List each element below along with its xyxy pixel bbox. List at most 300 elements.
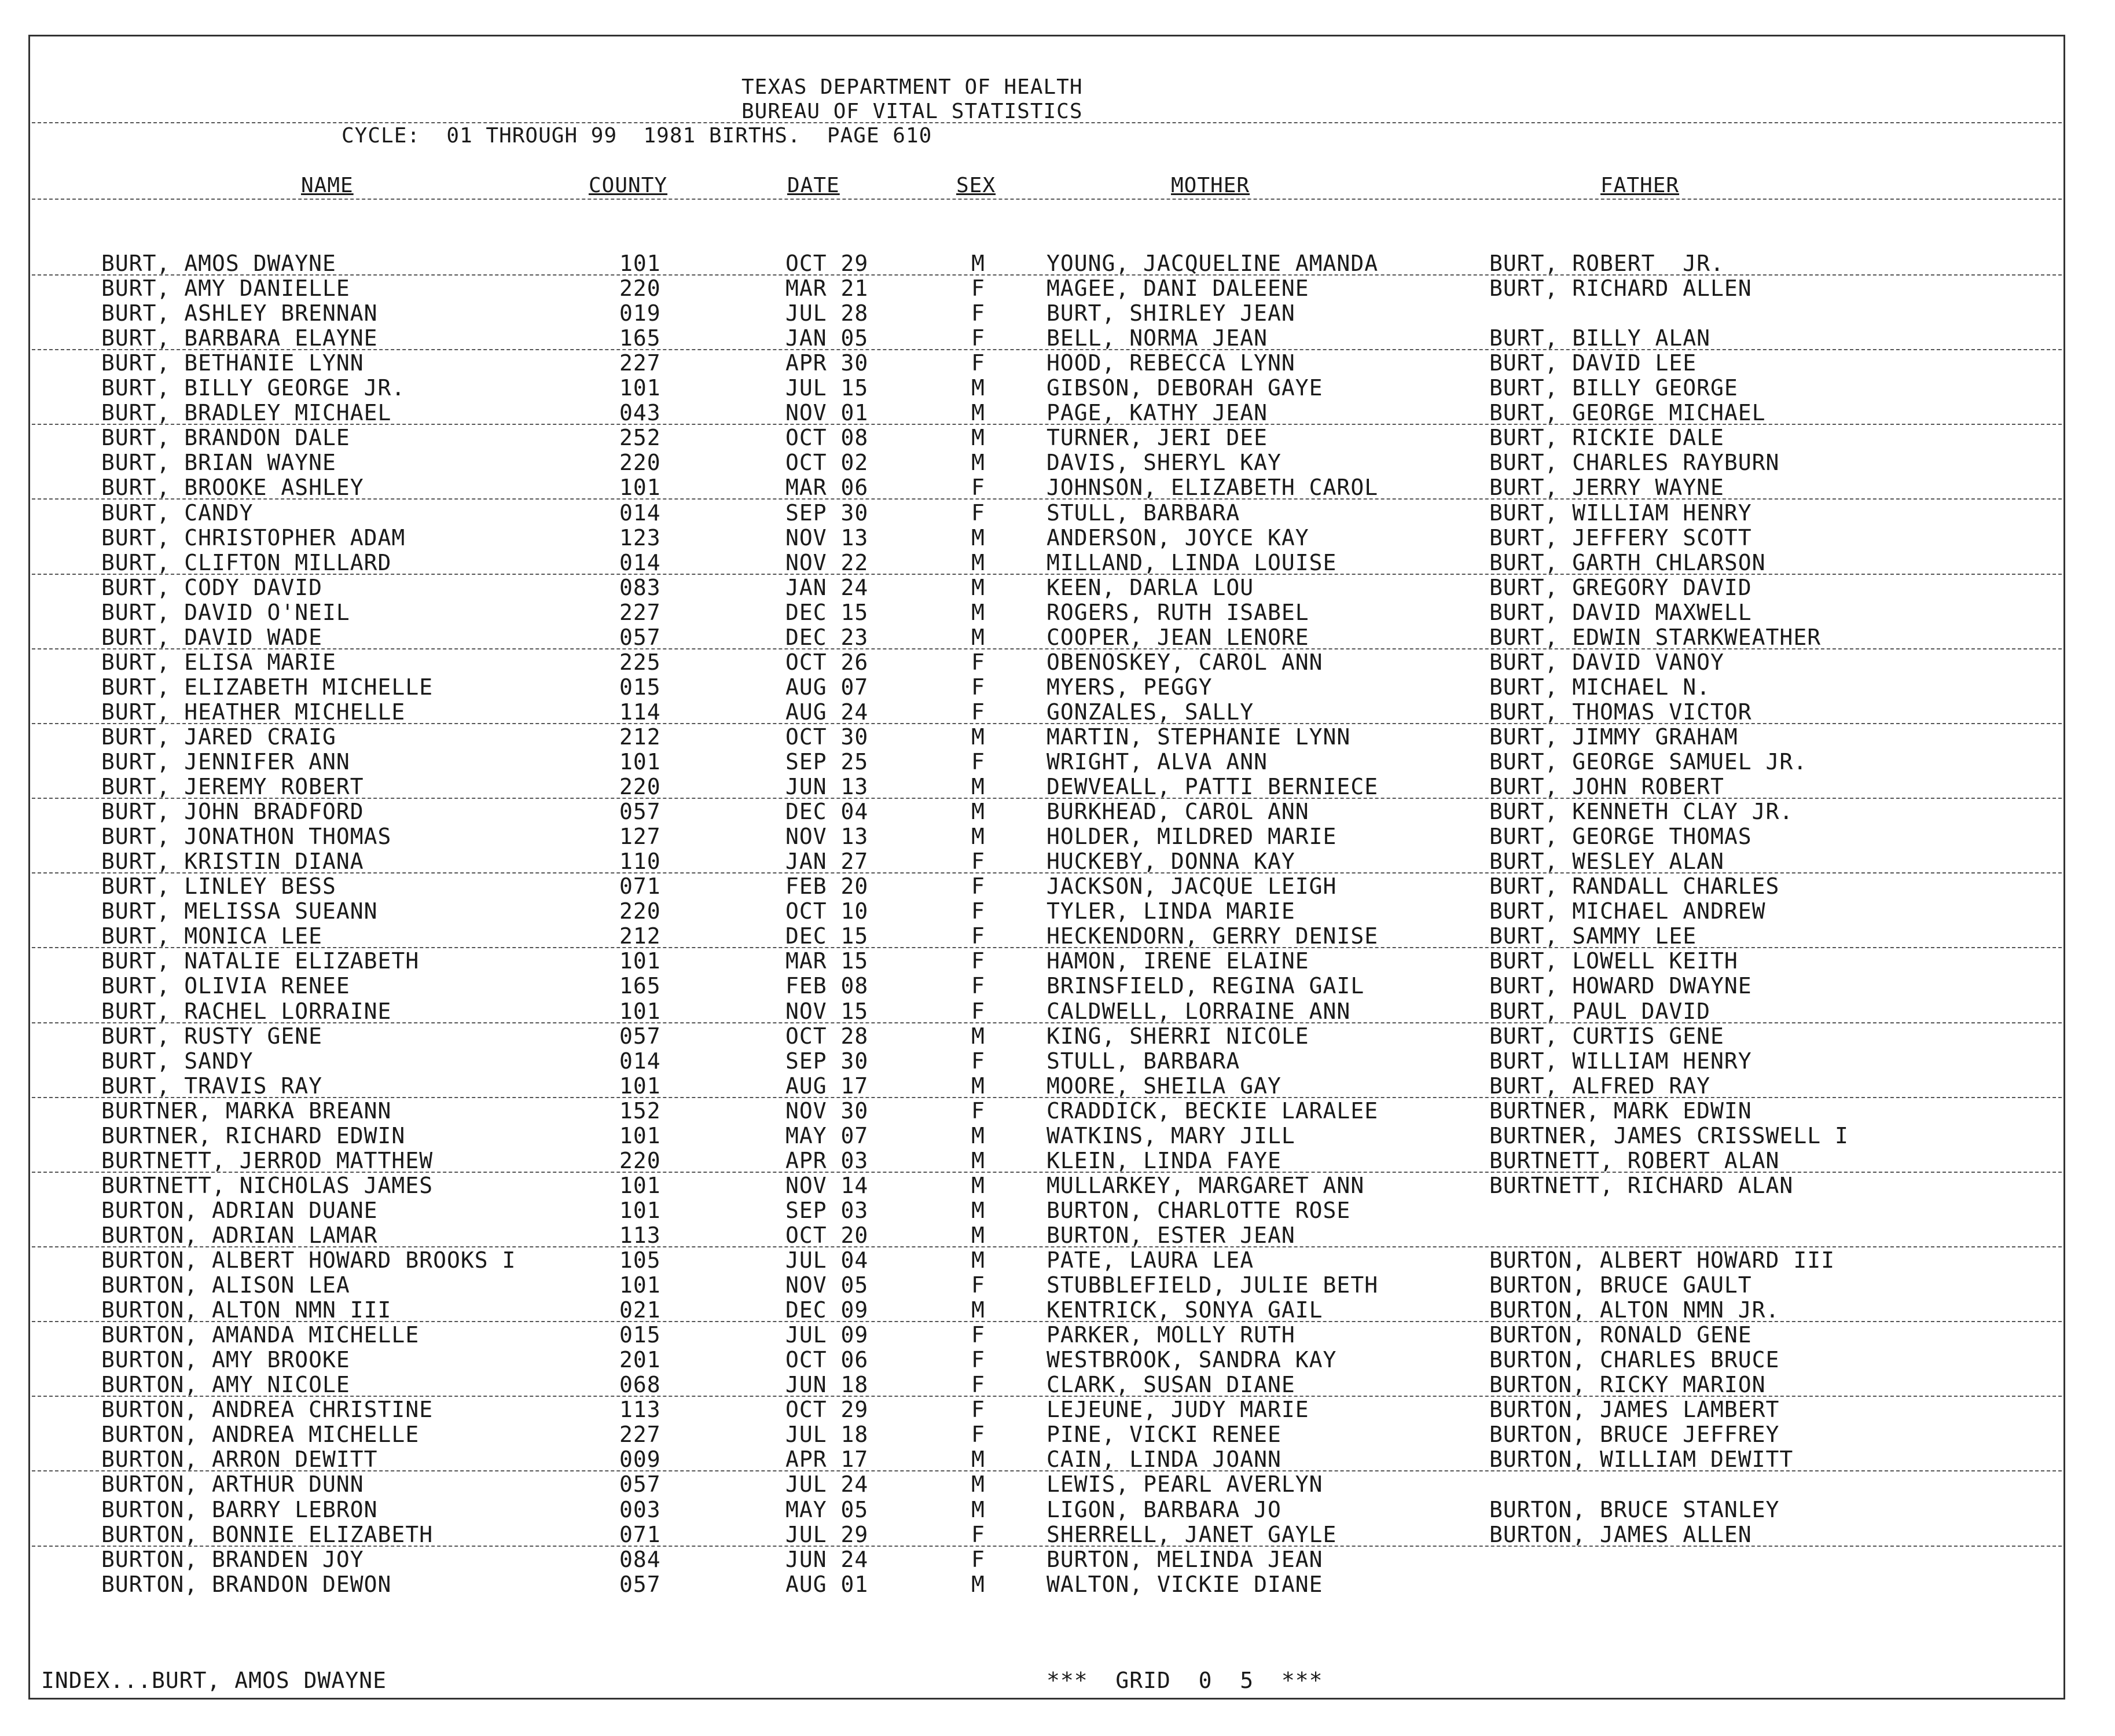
cell-date: FEB 08 xyxy=(785,973,869,999)
cell-county: 220 xyxy=(619,450,661,476)
cell-date: MAR 06 xyxy=(785,475,869,501)
cell-mother: GONZALES, SALLY xyxy=(1047,699,1254,725)
cell-mother: GIBSON, DEBORAH GAYE xyxy=(1047,375,1323,401)
cell-date: MAY 05 xyxy=(785,1496,869,1522)
cell-county: 057 xyxy=(619,1571,661,1597)
cell-date: JAN 27 xyxy=(785,849,869,875)
cell-date: APR 30 xyxy=(785,350,869,376)
table-row xyxy=(0,1049,2115,1073)
cell-county: 101 xyxy=(619,749,661,775)
cell-father: BURT, GEORGE THOMAS xyxy=(1489,824,1752,850)
cell-mother: ANDERSON, JOYCE KAY xyxy=(1047,524,1309,550)
cell-date: OCT 26 xyxy=(785,649,869,675)
cell-sex: F xyxy=(971,749,985,775)
cell-father: BURT, GEORGE MICHAEL xyxy=(1489,400,1766,426)
cell-sex: F xyxy=(971,1521,985,1547)
cell-date: AUG 07 xyxy=(785,674,869,700)
cell-name: BURT, BRIAN WAYNE xyxy=(101,450,336,476)
cell-name: BURT, RACHEL LORRAINE xyxy=(101,998,392,1024)
cell-county: 083 xyxy=(619,574,661,600)
cell-sex: M xyxy=(971,375,985,401)
cell-date: OCT 20 xyxy=(785,1222,869,1248)
cell-mother: KING, SHERRI NICOLE xyxy=(1047,1023,1309,1049)
cell-mother: SHERRELL, JANET GAYLE xyxy=(1047,1521,1337,1547)
table-row xyxy=(0,376,2115,400)
cell-county: 057 xyxy=(619,624,661,650)
cell-sex: F xyxy=(971,1272,985,1298)
cell-date: SEP 03 xyxy=(785,1197,869,1223)
cell-sex: F xyxy=(971,300,985,326)
cell-sex: F xyxy=(971,849,985,875)
cell-mother: HOOD, REBECCA LYNN xyxy=(1047,350,1295,376)
cell-sex: M xyxy=(971,1122,985,1148)
cell-father: BURT, WILLIAM HENRY xyxy=(1489,1048,1752,1074)
cell-name: BURTON, ANDREA CHRISTINE xyxy=(101,1397,434,1423)
footer-grid: *** GRID 0 5 *** xyxy=(1047,1668,1323,1693)
cell-county: 152 xyxy=(619,1098,661,1124)
table-row xyxy=(0,1323,2115,1347)
cell-date: NOV 05 xyxy=(785,1272,869,1298)
table-row xyxy=(0,276,2115,300)
cell-father: BURTON, RICKY MARION xyxy=(1489,1372,1766,1398)
cell-mother: OBENOSKEY, CAROL ANN xyxy=(1047,649,1323,675)
cell-sex: F xyxy=(971,1546,985,1572)
cell-county: 071 xyxy=(619,873,661,900)
cell-date: OCT 10 xyxy=(785,898,869,924)
cell-father: BURTON, ALTON NMN JR. xyxy=(1489,1297,1780,1323)
cell-county: 220 xyxy=(619,898,661,924)
cell-date: JUL 24 xyxy=(785,1471,869,1498)
cell-sex: M xyxy=(971,824,985,850)
cell-name: BURTNETT, JERROD MATTHEW xyxy=(101,1147,434,1173)
cell-father: BURT, PAUL DAVID xyxy=(1489,998,1711,1024)
cell-sex: F xyxy=(971,1048,985,1074)
cell-name: BURTON, AMY BROOKE xyxy=(101,1347,350,1373)
table-row xyxy=(0,550,2115,575)
cell-father: BURTNETT, ROBERT ALAN xyxy=(1489,1147,1780,1173)
cell-father: BURT, ROBERT JR. xyxy=(1489,251,1724,276)
cell-date: OCT 08 xyxy=(785,425,869,451)
cell-mother: MOORE, SHEILA GAY xyxy=(1047,1073,1282,1099)
cell-mother: PATE, LAURA LEA xyxy=(1047,1247,1254,1273)
cell-father: BURT, MICHAEL ANDREW xyxy=(1489,898,1766,924)
cell-name: BURTON, BRANDON DEWON xyxy=(101,1571,392,1597)
cell-county: 057 xyxy=(619,1023,661,1049)
cell-county: 123 xyxy=(619,524,661,550)
cell-father: BURT, HOWARD DWAYNE xyxy=(1489,973,1752,999)
cell-sex: M xyxy=(971,524,985,550)
table-row xyxy=(0,1397,2115,1422)
cell-mother: PAGE, KATHY JEAN xyxy=(1047,400,1268,426)
cell-date: OCT 29 xyxy=(785,1397,869,1423)
cell-county: 057 xyxy=(619,1471,661,1498)
cell-father: BURT, GEORGE SAMUEL JR. xyxy=(1489,749,1808,775)
cell-mother: BURTON, CHARLOTTE ROSE xyxy=(1047,1197,1351,1223)
table-row xyxy=(0,600,2115,625)
cell-mother: CAIN, LINDA JOANN xyxy=(1047,1447,1282,1473)
cell-father: BURTON, RONALD GENE xyxy=(1489,1322,1752,1348)
cell-mother: JOHNSON, ELIZABETH CAROL xyxy=(1047,475,1379,501)
cell-father: BURTNER, JAMES CRISSWELL I xyxy=(1489,1122,1849,1148)
cell-date: APR 17 xyxy=(785,1447,869,1473)
table-row xyxy=(0,700,2115,724)
cell-county: 057 xyxy=(619,799,661,825)
cell-name: BURTON, ALISON LEA xyxy=(101,1272,350,1298)
table-row xyxy=(0,351,2115,375)
cell-sex: M xyxy=(971,1222,985,1248)
cell-sex: M xyxy=(971,1471,985,1498)
cell-father: BURT, SAMMY LEE xyxy=(1489,923,1697,949)
cell-county: 101 xyxy=(619,1272,661,1298)
cell-date: NOV 14 xyxy=(785,1172,869,1198)
cell-county: 252 xyxy=(619,425,661,451)
cell-date: MAY 07 xyxy=(785,1122,869,1148)
cell-mother: STULL, BARBARA xyxy=(1047,500,1240,526)
cell-county: 021 xyxy=(619,1297,661,1323)
cell-father: BURT, EDWIN STARKWEATHER xyxy=(1489,624,1822,650)
cell-date: JUN 24 xyxy=(785,1546,869,1572)
cell-name: BURT, MONICA LEE xyxy=(101,923,323,949)
cell-date: JUL 18 xyxy=(785,1422,869,1448)
cell-name: BURT, BETHANIE LYNN xyxy=(101,350,364,376)
cell-date: OCT 30 xyxy=(785,724,869,750)
cell-county: 113 xyxy=(619,1397,661,1423)
cell-date: AUG 24 xyxy=(785,699,869,725)
cell-county: 212 xyxy=(619,923,661,949)
cell-name: BURT, BRADLEY MICHAEL xyxy=(101,400,392,426)
cell-mother: TYLER, LINDA MARIE xyxy=(1047,898,1295,924)
table-row xyxy=(0,1298,2115,1322)
cell-name: BURT, BARBARA ELAYNE xyxy=(101,325,378,351)
cell-father: BURT, WILLIAM HENRY xyxy=(1489,500,1752,526)
cell-sex: F xyxy=(971,873,985,900)
table-row xyxy=(0,575,2115,600)
cell-name: BURT, AMY DANIELLE xyxy=(101,276,350,302)
cell-sex: F xyxy=(971,1372,985,1398)
cell-county: 110 xyxy=(619,849,661,875)
cell-name: BURT, OLIVIA RENEE xyxy=(101,973,350,999)
cell-name: BURTON, AMY NICOLE xyxy=(101,1372,350,1398)
cell-mother: WATKINS, MARY JILL xyxy=(1047,1122,1295,1148)
bureau-title: BUREAU OF VITAL STATISTICS xyxy=(741,100,1083,123)
cell-date: DEC 15 xyxy=(785,599,869,625)
table-row xyxy=(0,874,2115,898)
table-row xyxy=(0,1024,2115,1048)
cell-sex: M xyxy=(971,1496,985,1522)
cell-county: 101 xyxy=(619,475,661,501)
table-row xyxy=(0,725,2115,749)
cell-county: 201 xyxy=(619,1347,661,1373)
table-row xyxy=(0,824,2115,849)
cell-county: 225 xyxy=(619,649,661,675)
cell-date: NOV 13 xyxy=(785,524,869,550)
cell-sex: M xyxy=(971,450,985,476)
cell-mother: WALTON, VICKIE DIANE xyxy=(1047,1571,1323,1597)
table-row xyxy=(0,475,2115,500)
cell-county: 220 xyxy=(619,774,661,800)
cell-name: BURT, JONATHON THOMAS xyxy=(101,824,392,850)
cell-mother: HAMON, IRENE ELAINE xyxy=(1047,948,1309,974)
cell-date: NOV 13 xyxy=(785,824,869,850)
cell-sex: F xyxy=(971,699,985,725)
cell-name: BURT, BROOKE ASHLEY xyxy=(101,475,364,501)
cell-date: OCT 06 xyxy=(785,1347,869,1373)
cell-date: SEP 30 xyxy=(785,1048,869,1074)
cell-date: DEC 23 xyxy=(785,624,869,650)
cell-date: JUN 18 xyxy=(785,1372,869,1398)
cell-mother: WRIGHT, ALVA ANN xyxy=(1047,749,1268,775)
cell-mother: MYERS, PEGGY xyxy=(1047,674,1213,700)
table-row xyxy=(0,849,2115,873)
cell-date: JUL 09 xyxy=(785,1322,869,1348)
cell-mother: TURNER, JERI DEE xyxy=(1047,425,1268,451)
cell-sex: M xyxy=(971,724,985,750)
cell-name: BURTON, ADRIAN LAMAR xyxy=(101,1222,378,1248)
agency-title: TEXAS DEPARTMENT OF HEALTH xyxy=(741,75,1083,99)
column-header-sex: SEX xyxy=(956,174,996,197)
cell-sex: M xyxy=(971,1447,985,1473)
cell-sex: F xyxy=(971,898,985,924)
cell-county: 009 xyxy=(619,1447,661,1473)
table-row xyxy=(0,949,2115,973)
cell-name: BURTON, AMANDA MICHELLE xyxy=(101,1322,420,1348)
cell-father: BURT, JEFFERY SCOTT xyxy=(1489,524,1752,550)
cell-father: BURTON, BRUCE JEFFREY xyxy=(1489,1422,1780,1448)
cell-sex: F xyxy=(971,674,985,700)
cell-county: 227 xyxy=(619,350,661,376)
cell-mother: HECKENDORN, GERRY DENISE xyxy=(1047,923,1379,949)
cell-name: BURTON, ARRON DEWITT xyxy=(101,1447,378,1473)
cell-county: 043 xyxy=(619,400,661,426)
cell-father: BURTNETT, RICHARD ALAN xyxy=(1489,1172,1794,1198)
table-row xyxy=(0,650,2115,674)
cell-sex: F xyxy=(971,998,985,1024)
cell-father: BURTON, WILLIAM DEWITT xyxy=(1489,1447,1794,1473)
cell-name: BURT, JENNIFER ANN xyxy=(101,749,350,775)
cell-date: JUL 15 xyxy=(785,375,869,401)
cell-name: BURTON, ARTHUR DUNN xyxy=(101,1471,364,1498)
cell-date: JUL 28 xyxy=(785,300,869,326)
cell-county: 084 xyxy=(619,1546,661,1572)
table-row xyxy=(0,1447,2115,1471)
cell-county: 212 xyxy=(619,724,661,750)
cell-sex: M xyxy=(971,425,985,451)
cell-mother: YOUNG, JACQUELINE AMANDA xyxy=(1047,251,1379,276)
cell-sex: F xyxy=(971,649,985,675)
cell-county: 101 xyxy=(619,1073,661,1099)
cell-county: 015 xyxy=(619,674,661,700)
cell-county: 101 xyxy=(619,375,661,401)
table-row xyxy=(0,1198,2115,1223)
table-row xyxy=(0,1124,2115,1148)
cell-name: BURT, JOHN BRADFORD xyxy=(101,799,364,825)
cell-father: BURT, JOHN ROBERT xyxy=(1489,774,1724,800)
cell-name: BURTON, ALTON NMN III xyxy=(101,1297,392,1323)
cell-mother: BURKHEAD, CAROL ANN xyxy=(1047,799,1309,825)
cell-date: NOV 22 xyxy=(785,549,869,575)
cell-mother: HOLDER, MILDRED MARIE xyxy=(1047,824,1337,850)
cell-date: APR 03 xyxy=(785,1147,869,1173)
footer-index: INDEX...BURT, AMOS DWAYNE xyxy=(41,1668,387,1693)
cell-county: 015 xyxy=(619,1322,661,1348)
cell-sex: M xyxy=(971,1297,985,1323)
cell-county: 003 xyxy=(619,1496,661,1522)
cell-name: BURT, DAVID WADE xyxy=(101,624,323,650)
cell-sex: M xyxy=(971,1023,985,1049)
cell-name: BURT, BRANDON DALE xyxy=(101,425,350,451)
cell-county: 101 xyxy=(619,1197,661,1223)
cell-date: SEP 30 xyxy=(785,500,869,526)
cell-date: AUG 01 xyxy=(785,1571,869,1597)
table-row xyxy=(0,326,2115,350)
side-stamp xyxy=(0,1657,46,1679)
table-row xyxy=(0,301,2115,325)
cell-date: NOV 30 xyxy=(785,1098,869,1124)
cell-father: BURTNER, MARK EDWIN xyxy=(1489,1098,1752,1124)
table-row xyxy=(0,1248,2115,1272)
column-header-mother: MOTHER xyxy=(1171,174,1250,197)
column-header-county: COUNTY xyxy=(589,174,668,197)
cell-date: AUG 17 xyxy=(785,1073,869,1099)
cell-name: BURTON, ALBERT HOWARD BROOKS I xyxy=(101,1247,516,1273)
cell-date: JAN 24 xyxy=(785,574,869,600)
cell-mother: BELL, NORMA JEAN xyxy=(1047,325,1268,351)
cell-mother: KLEIN, LINDA FAYE xyxy=(1047,1147,1282,1173)
column-header-rule xyxy=(32,199,2062,200)
cell-sex: F xyxy=(971,1322,985,1348)
cell-name: BURT, ELIZABETH MICHELLE xyxy=(101,674,434,700)
cell-date: NOV 15 xyxy=(785,998,869,1024)
cell-sex: F xyxy=(971,276,985,302)
cell-county: 105 xyxy=(619,1247,661,1273)
cell-mother: HUCKEBY, DONNA KAY xyxy=(1047,849,1295,875)
cell-father: BURTON, BRUCE STANLEY xyxy=(1489,1496,1780,1522)
cell-sex: M xyxy=(971,599,985,625)
cell-mother: MULLARKEY, MARGARET ANN xyxy=(1047,1172,1365,1198)
cell-county: 019 xyxy=(619,300,661,326)
cell-mother: DAVIS, SHERYL KAY xyxy=(1047,450,1282,476)
cell-date: NOV 01 xyxy=(785,400,869,426)
cell-county: 227 xyxy=(619,599,661,625)
cell-name: BURT, RUSTY GENE xyxy=(101,1023,323,1049)
cell-county: 071 xyxy=(619,1521,661,1547)
cell-date: OCT 28 xyxy=(785,1023,869,1049)
table-row xyxy=(0,1498,2115,1522)
table-row xyxy=(0,999,2115,1023)
cell-county: 014 xyxy=(619,549,661,575)
cell-county: 101 xyxy=(619,998,661,1024)
cell-sex: F xyxy=(971,500,985,526)
table-row xyxy=(0,1074,2115,1098)
cell-mother: BRINSFIELD, REGINA GAIL xyxy=(1047,973,1365,999)
cell-sex: F xyxy=(971,325,985,351)
cell-name: BURTNER, RICHARD EDWIN xyxy=(101,1122,406,1148)
cell-county: 014 xyxy=(619,500,661,526)
cell-name: BURT, SANDY xyxy=(101,1048,254,1074)
cell-sex: M xyxy=(971,799,985,825)
cell-sex: F xyxy=(971,973,985,999)
cell-county: 014 xyxy=(619,1048,661,1074)
column-header-father: FATHER xyxy=(1600,174,1680,197)
cell-name: BURT, ASHLEY BRENNAN xyxy=(101,300,378,326)
cell-name: BURT, JEREMY ROBERT xyxy=(101,774,364,800)
cell-father: BURT, ALFRED RAY xyxy=(1489,1073,1711,1099)
cell-mother: STUBBLEFIELD, JULIE BETH xyxy=(1047,1272,1379,1298)
cell-sex: F xyxy=(971,1347,985,1373)
table-row xyxy=(0,425,2115,450)
table-row xyxy=(0,526,2115,550)
cell-sex: M xyxy=(971,1073,985,1099)
cell-mother: LEWIS, PEARL AVERLYN xyxy=(1047,1471,1323,1498)
cell-father: BURT, RICHARD ALLEN xyxy=(1489,276,1752,302)
cell-sex: F xyxy=(971,948,985,974)
cell-mother: ROGERS, RUTH ISABEL xyxy=(1047,599,1309,625)
cell-county: 165 xyxy=(619,973,661,999)
cell-name: BURT, ELISA MARIE xyxy=(101,649,336,675)
cell-mother: BURTON, ESTER JEAN xyxy=(1047,1222,1295,1248)
cell-father: BURT, WESLEY ALAN xyxy=(1489,849,1724,875)
cell-date: OCT 29 xyxy=(785,251,869,276)
cell-name: BURT, TRAVIS RAY xyxy=(101,1073,323,1099)
table-row xyxy=(0,1472,2115,1496)
cell-county: 127 xyxy=(619,824,661,850)
cell-father: BURT, GARTH CHLARSON xyxy=(1489,549,1766,575)
cell-sex: M xyxy=(971,574,985,600)
cell-mother: PARKER, MOLLY RUTH xyxy=(1047,1322,1295,1348)
cell-father: BURT, BILLY ALAN xyxy=(1489,325,1711,351)
cell-date: OCT 02 xyxy=(785,450,869,476)
table-row xyxy=(0,974,2115,998)
cell-sex: M xyxy=(971,1197,985,1223)
table-row xyxy=(0,1422,2115,1447)
cell-father: BURTON, JAMES ALLEN xyxy=(1489,1521,1752,1547)
cell-county: 101 xyxy=(619,948,661,974)
cell-father: BURT, MICHAEL N. xyxy=(1489,674,1711,700)
table-row xyxy=(0,899,2115,923)
cell-name: BURT, JARED CRAIG xyxy=(101,724,336,750)
table-row xyxy=(0,501,2115,525)
table-row xyxy=(0,1273,2115,1297)
cell-sex: M xyxy=(971,1571,985,1597)
cell-mother: MARTIN, STEPHANIE LYNN xyxy=(1047,724,1351,750)
cell-father: BURT, GREGORY DAVID xyxy=(1489,574,1752,600)
table-row xyxy=(0,1348,2115,1372)
cell-mother: KEEN, DARLA LOU xyxy=(1047,574,1254,600)
cell-name: BURT, CLIFTON MILLARD xyxy=(101,549,392,575)
cell-father: BURTON, JAMES LAMBERT xyxy=(1489,1397,1780,1423)
cell-name: BURT, AMOS DWAYNE xyxy=(101,251,336,276)
cell-father: BURT, JERRY WAYNE xyxy=(1489,475,1724,501)
cell-county: 220 xyxy=(619,1147,661,1173)
cell-sex: F xyxy=(971,1422,985,1448)
cell-name: BURT, CHRISTOPHER ADAM xyxy=(101,524,406,550)
table-row xyxy=(0,251,2115,276)
cell-county: 227 xyxy=(619,1422,661,1448)
column-header-name: NAME xyxy=(301,174,354,197)
cell-mother: CRADDICK, BECKIE LARALEE xyxy=(1047,1098,1379,1124)
cell-mother: CALDWELL, LORRAINE ANN xyxy=(1047,998,1351,1024)
cell-sex: F xyxy=(971,475,985,501)
cycle-line: CYCLE: 01 THROUGH 99 1981 BIRTHS. PAGE 610 xyxy=(342,124,932,148)
column-header-date: DATE xyxy=(787,174,840,197)
cell-sex: M xyxy=(971,400,985,426)
cell-date: DEC 04 xyxy=(785,799,869,825)
cell-mother: BURTON, MELINDA JEAN xyxy=(1047,1546,1323,1572)
table-row xyxy=(0,450,2115,475)
cell-name: BURTON, ADRIAN DUANE xyxy=(101,1197,378,1223)
cell-name: BURTON, BONNIE ELIZABETH xyxy=(101,1521,434,1547)
cell-sex: F xyxy=(971,1098,985,1124)
